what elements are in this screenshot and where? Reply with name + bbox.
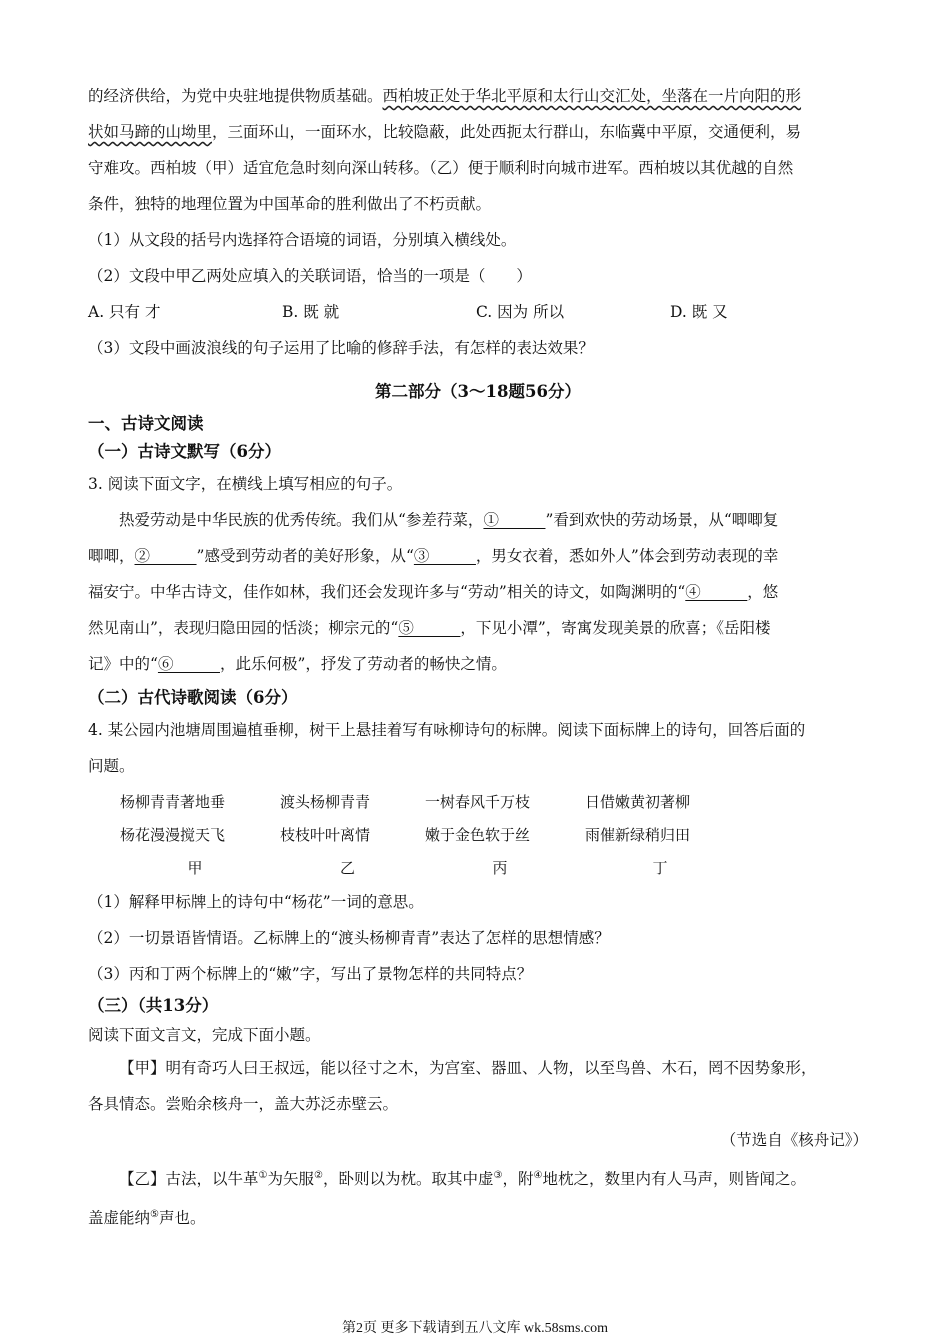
question-4-2: （2）一切景语皆情语。乙标牌上的“渡头杨柳青青”表达了怎样的思想情感？ [88,929,610,947]
section-title: 一、古诗文阅读 [88,414,204,433]
blank-6: ⑥______ [157,655,220,673]
question-4-stem: 4. 某公园内池塘周围遍植垂柳，树干上悬挂着写有咏柳诗句的标牌。阅读下面标牌上的诗句，回答后面的 [88,721,806,739]
sign-line: 雨催新绿稍归田 [585,826,691,844]
passage-line: 【甲】明有奇巧人曰王叔远，能以径寸之木，为宫室、器皿、人物，以至鸟兽、木石，罔不因势象形， [119,1059,817,1077]
sign-label-bing: 丙 [492,859,508,877]
page-footer: 第2页 更多下载请到五八文库 wk.58sms.com [342,1321,608,1336]
question-1-2: （2）文段中甲乙两处应填入的关联词语，恰当的一项是（ ） [88,267,532,285]
footnote-mark: ⑤ [150,1209,159,1221]
blank-1: ①______ [483,511,546,529]
sign-poems-row-2 [120,819,868,852]
question-4-3: （3）丙和丁两个标牌上的“嫩”字，写出了景物怎样的共同特点？ [88,965,533,983]
passage-line: 福安宁。中华古诗文，佳作如林，我们还会发现许多与“劳动”相关的诗文，如陶渊明的“④______，悠 [88,583,779,601]
classical-text-jia [88,1050,868,1158]
sign-line: 嫩于金色软于丝 [425,826,531,844]
footnote-mark: ② [314,1170,323,1181]
question-4-stem: 问题。 [88,757,135,775]
option-a: A. 只有 才 [88,303,161,321]
sign-label-ding: 丁 [652,859,668,877]
sign-line: 杨花漫漫搅天飞 [120,826,226,844]
wavy-underlined-sentence: 西柏坡正处于华北平原和太行山交汇处，坐落在一片向阳的形 [382,87,802,105]
passage-line: 盖虚能纳⑤声也。 [88,1209,206,1228]
option-d: D. 既 又 [670,303,728,321]
footnote-mark: ③ [493,1170,503,1181]
blank-2: ②______ [134,547,197,565]
sign-line: 渡头杨柳青青 [280,793,371,811]
question-3-passage [88,502,868,682]
blank-5: ⑤______ [398,619,461,637]
passage-line: 然见南山”，表现归隐田园的恬淡；柳宗元的“⑤______，下见小潭”，寄寓发现美景的欣喜；《岳阳楼 [88,619,771,637]
wavy-underlined-sentence: 状如马蹄的山坳里 [88,123,213,141]
option-c: C. 因为 所以 [476,303,565,321]
sign-line: 枝枝叶叶离情 [280,826,371,844]
passage-line: 各具情态。尝贻余核舟一，盖大苏泛赤壁云。 [88,1095,399,1113]
passage-paragraph [88,78,868,222]
passage-line: 记》中的“⑥______，此乐何极”，抒发了劳动者的畅快之情。 [88,655,507,673]
question-1-3: （3）文段中画波浪线的句子运用了比喻的修辞手法，有怎样的表达效果？ [88,339,594,357]
subsection-title: （一）古诗文默写（6分） [88,442,281,461]
footnote-mark: ① [258,1170,268,1181]
passage-line: 状如马蹄的山坳里，三面环山，一面环水，比较隐蔽，此处西扼太行群山，东临冀中平原，交通便利，易 [88,123,802,141]
option-b: B. 既 就 [282,303,340,321]
passage-line: 守难攻。西柏坡（甲）适宜危急时刻向深山转移。（乙）便于顺利时向城市进军。西柏坡以其优越的自然 [88,159,794,177]
sign-line: 杨柳青青著地垂 [120,793,226,811]
passage-line: 【乙】古法，以牛革①为矢服②，卧则以为枕。取其中虚③，附④地枕之，数里内有人马声，则皆闻之。 [119,1170,806,1189]
subsection-title: （三）（共13分） [88,996,219,1015]
part-two-title: 第二部分（3～18题56分） [375,382,581,401]
question-4-1: （1）解释甲标牌上的诗句中“杨花”一词的意思。 [88,893,424,911]
answer-options [88,294,868,330]
sign-poems-row-1 [120,786,868,819]
sign-label-jia: 甲 [187,859,203,877]
sign-line: 一树春风千万枝 [425,793,531,811]
document-page [88,78,868,1236]
sign-label-yi: 乙 [339,859,355,877]
footnote-mark: ④ [533,1170,543,1181]
question-5-intro: 阅读下面文言文，完成下面小题。 [88,1026,321,1044]
blank-4: ④______ [685,583,748,601]
passage-line: 热爱劳动是中华民族的优秀传统。我们从“参差荇菜，①______”看到欢快的劳动场景，从“唧唧复 [119,511,779,529]
blank-3: ③______ [413,547,476,565]
source-note: （节选自《核舟记》） [720,1131,868,1149]
question-3-stem: 3. 阅读下面文字，在横线上填写相应的句子。 [88,475,403,493]
passage-line: 条件，独特的地理位置为中国革命的胜利做出了不朽贡献。 [88,195,492,213]
passage-line: 的经济供给，为党中央驻地提供物质基础。西柏坡正处于华北平原和太行山交汇处，坐落在一片向阳的形 [88,87,802,105]
passage-line: 唧唧，②______”感受到劳动者的美好形象，从“③______，男女衣着，悉如外人”体会到劳动表现的幸 [88,547,779,565]
sign-labels [120,852,868,884]
classical-text-yi [88,1158,868,1236]
subsection-title: （二）古代诗歌阅读（6分） [88,688,298,707]
question-1-1: （1）从文段的括号内选择符合语境的词语，分别填入横线处。 [88,231,517,249]
sign-line: 日借嫩黄初著柳 [585,793,691,811]
